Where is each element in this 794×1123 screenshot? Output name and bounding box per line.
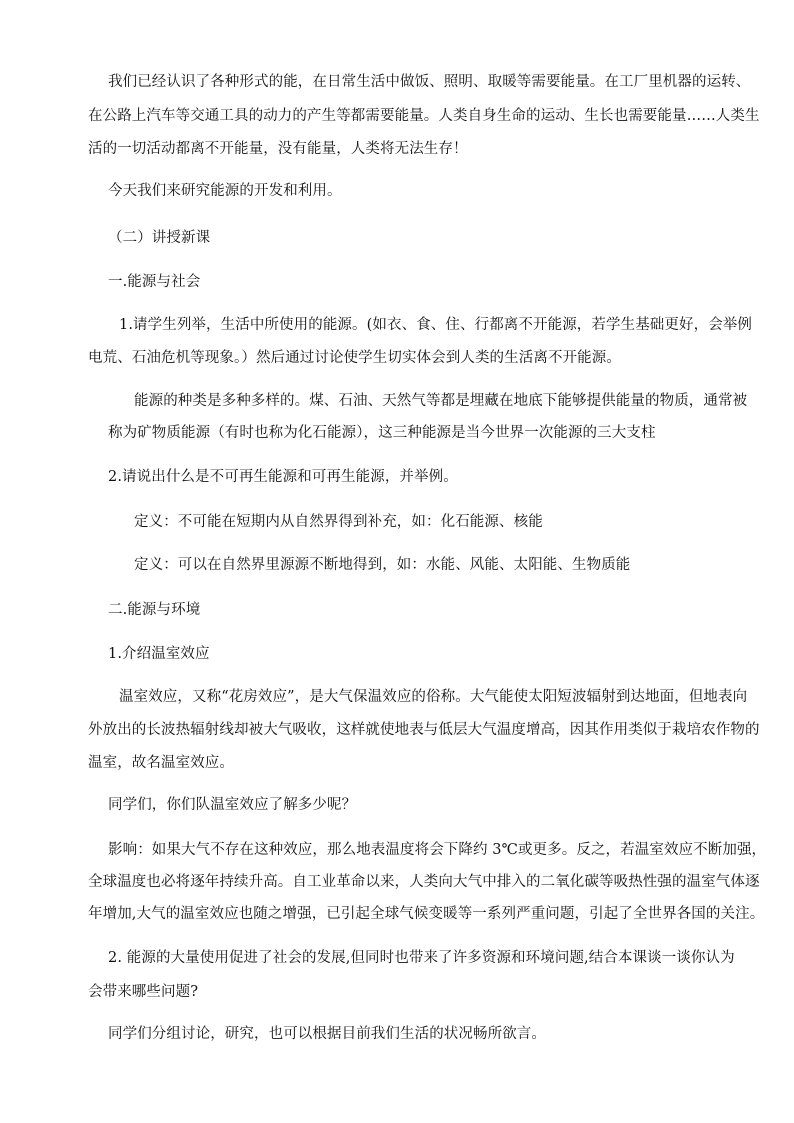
- intro-paragraph-line: 我们已经认识了各种形式的能，在日常生活中做饭、照明、取暖等需要能量。在工厂里机器的运转、: [108, 74, 751, 90]
- section-title-energy-society: 一.能源与社会: [108, 274, 201, 290]
- definition-renewable: 定义：可以在自然界里源源不断地得到，如：水能、风能、太阳能、生物质能: [134, 557, 631, 573]
- item-problems-line: 2. 能源的大量使用促进了社会的发展,但同时也带来了许多资源和环境问题,结合本课谈一谈你认为: [108, 950, 735, 966]
- intro-paragraph-line: 活的一切活动都离不开能量，没有能量，人类将无法生存！: [88, 141, 468, 157]
- question: 同学们，你们队温室效应了解多少呢？: [108, 797, 357, 813]
- section-title-energy-environment: 二.能源与环境: [108, 602, 201, 618]
- item-1-line: 1.请学生列举，生活中所使用的能源。(如衣、食、住、行都离不开能源，若学生基础更好，会举例: [119, 317, 752, 333]
- discussion: 同学们分组讨论，研究，也可以根据目前我们生活的状况畅所欲言。: [108, 1026, 546, 1042]
- greenhouse-desc-line: 温室效应，又称“花房效应”，是大气保温效应的俗称。大气能使太阳短波辐射到达地面，但地表向: [119, 689, 748, 705]
- item-2: 2.请说出什么是不可再生能源和可再生能源，并举例。: [108, 469, 458, 485]
- impact-line: 全球温度也必将逐年持续升高。自工业革命以来，人类向大气中排入的二氧化碳等吸热性强的温室气体逐: [88, 874, 760, 890]
- impact-line: 年增加,大气的温室效应也随之增强，已引起全球气候变暖等一系列严重问题，引起了全世界各国的关注。: [88, 906, 765, 922]
- energy-types-line: 称为矿物质能源（有时也称为化石能源），这三种能源是当今世界一次能源的三大支柱: [108, 425, 656, 441]
- topic-intro: 今天我们来研究能源的开发和利用。: [108, 183, 342, 199]
- energy-types-line: 能源的种类是多种多样的。煤、石油、天然气等都是埋藏在地底下能够提供能量的物质，通常被: [134, 393, 748, 409]
- item-greenhouse: 1.介绍温室效应: [108, 646, 210, 662]
- intro-paragraph-line: 在公路上汽车等交通工具的动力的产生等都需要能量。人类自身生命的运动、生长也需要能量……人类生: [88, 108, 760, 124]
- item-1-line: 电荒、石油危机等现象。）然后通过讨论使学生切实体会到人类的生活离不开能源。: [88, 350, 621, 366]
- definition-nonrenewable: 定义：不可能在短期内从自然界得到补充，如：化石能源、核能: [134, 514, 543, 530]
- lecture-heading: （二）讲授新课: [108, 230, 211, 246]
- greenhouse-desc-line: 外放出的长波热辐射线却被大气吸收，这样就使地表与低层大气温度增高，因其作用类似于栽培农作物的: [88, 722, 760, 738]
- item-problems-line: 会带来哪些问题?: [88, 984, 199, 1000]
- impact-line: 影响：如果大气不存在这种效应，那么地表温度将会下降约 3℃或更多。反之，若温室效应不断加强，: [108, 842, 767, 858]
- greenhouse-desc-line: 温室，故名温室效应。: [88, 755, 234, 771]
